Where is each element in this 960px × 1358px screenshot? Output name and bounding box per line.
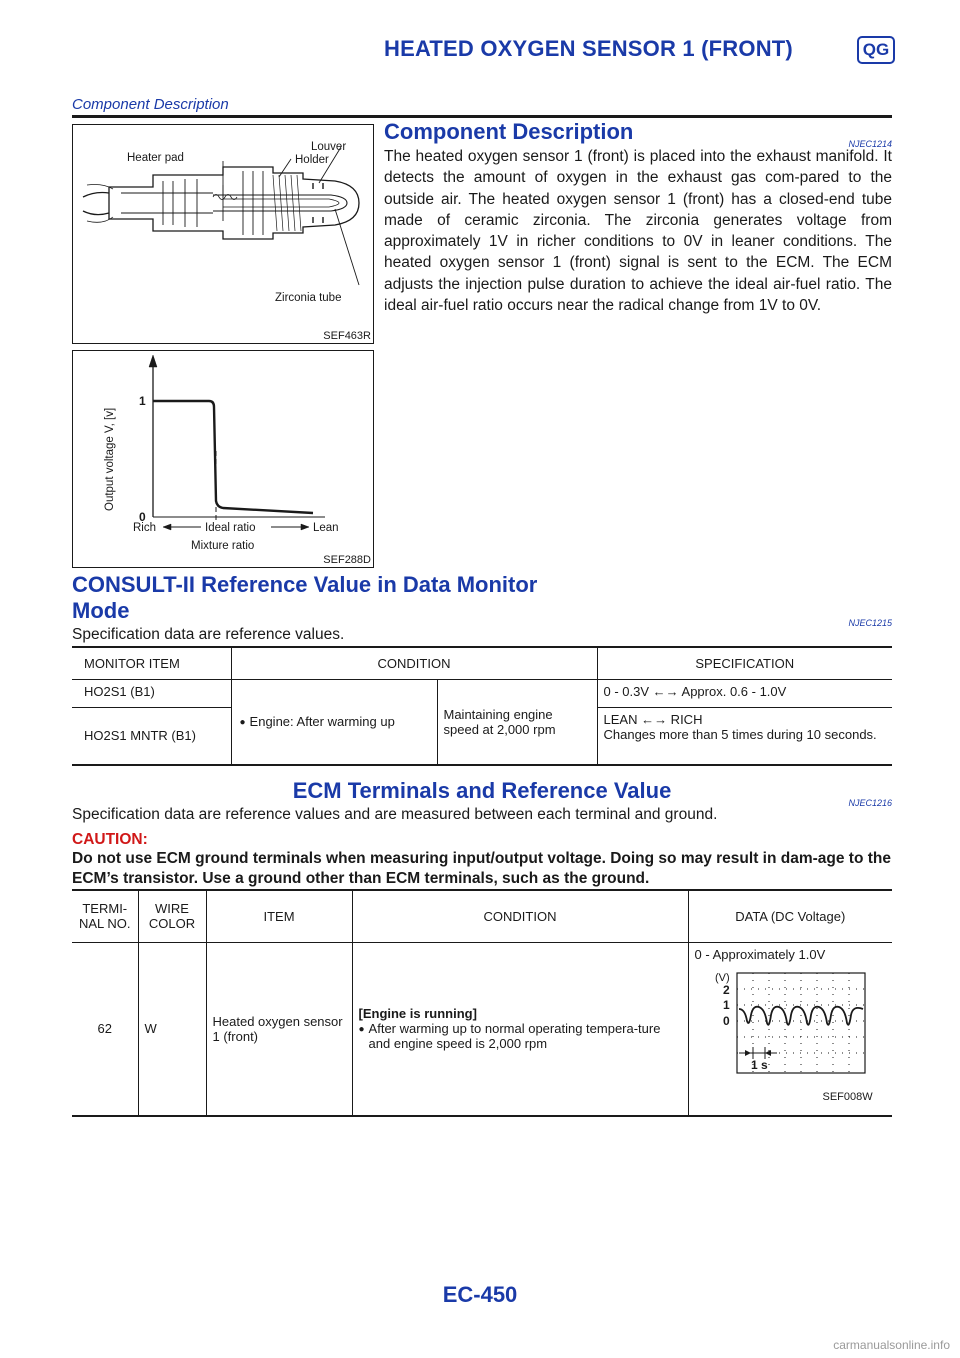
graph-tick-1: 1 [139,394,146,408]
consult-intro-text: Specification data are reference values. [72,626,345,643]
col-specification: SPECIFICATION [597,647,892,679]
caution-text: Do not use ECM ground terminals when measuring input/output voltage. Doing so may result in dam-age to the ECM’s transistor. Use a ground other than ECM terminals, such as the ground. [72,850,891,887]
ecm-terminal-table [72,889,892,1117]
label-louver: Louver [311,141,347,153]
label-zirconia-tube: Zirconia tube [275,292,342,304]
terminal-no-cell: 62 [97,1021,112,1037]
caution-label: CAUTION: [72,831,148,848]
header-rule [72,115,892,118]
component-description-text: The heated oxygen sensor 1 (front) is placed into the exhaust manifold. It detects the amount of oxygen in the exhaust gas com-pared to the outside air. The heated oxygen sensor 1 (front) has a closed-end tube made of ceramic zirconia. The zirconia generates voltage from approximately 1V in richer conditions to 0V in leaner conditions. The heated oxygen sensor 1 (front) signal is sent to the ECM. The ECM adjusts the injection pulse duration to achieve the ideal air-fuel ratio. The ideal air-fuel ratio occurs near the radical change from 1V to 0V. [384,148,892,315]
graph-label-lean: Lean [313,522,339,534]
waveform-illustration [699,967,869,1077]
page-header-title: HEATED OXYGEN SENSOR 1 (FRONT) [384,36,793,61]
col-wire-color: WIRE COLOR [138,890,206,942]
sensor-cross-section-illustration [73,125,373,343]
section-ref-code: NJEC1216 [848,798,892,808]
col-condition: CONDITION [352,890,688,942]
waveform-unit: (V) [714,971,730,984]
item-cell: Heated oxygen sensor 1 (front) [206,942,352,1116]
figure-id-sef288d: SEF288D [323,554,371,566]
spec-lean-rich: LEAN ←→ RICH [603,711,703,727]
condition-cell [352,942,688,1116]
graph-y-axis-label: Output voltage V, [v] [104,407,116,511]
col-terminal-no: TERMI-NAL NO. [78,901,131,932]
condition-engine-text: Engine: After warming up [249,714,395,730]
consult-reference-section [72,572,892,644]
section-heading-consult-line2: Mode [72,598,130,623]
page-number: EC-450 [442,1282,518,1307]
table-row [72,942,892,1116]
data-value: 0 - Approximately 1.0V [694,946,826,962]
engine-code-badge: QG [857,36,895,64]
section-ref-code: NJEC1214 [848,139,892,149]
graph-tick-0: 0 [139,510,146,524]
bullet-icon [240,714,250,729]
label-holder: Holder [295,154,329,166]
waveform-tick-1: 1 [722,997,730,1012]
bullet-icon [359,1021,369,1051]
col-condition: CONDITION [231,647,597,679]
section-heading-consult-line1: CONSULT-II Reference Value in Data Monitor [72,572,538,597]
graph-label-rich: Rich [133,522,157,534]
table-row [72,679,892,707]
col-monitor-item: MONITOR ITEM [84,655,180,671]
component-description-section [384,119,892,316]
section-heading-component-description: Component Description [384,119,634,144]
col-data: DATA (DC Voltage) [688,890,892,942]
section-ref-code: NJEC1215 [848,618,892,628]
figure-id-sef463r: SEF463R [323,330,371,342]
condition-detail-row [359,1021,682,1051]
data-cell [688,942,892,1116]
col-item: ITEM [206,890,352,942]
voltage-graph-figure [72,350,374,568]
ecm-terminals-section [72,778,892,889]
spec-ho2s1-mntr [597,707,892,765]
watermark: carmanualsonline.info [833,1338,950,1352]
ecm-intro-text: Specification data are reference values and are measured between each terminal and ground. [72,806,718,823]
graph-x-axis-label: Mixture ratio [191,540,255,552]
spec-ho2s1: 0 - 0.3V ←→ Approx. 0.6 - 1.0V [597,679,892,707]
output-voltage-graph [73,351,373,567]
condition-detail: After warming up to normal operating tempera-ture and engine speed is 2,000 rpm [368,1021,661,1052]
wire-color-cell: W [138,942,206,1116]
condition-speed-cell: Maintaining engine speed at 2,000 rpm [437,679,597,765]
waveform-tick-2: 2 [722,982,730,997]
consult-reference-table [72,646,892,766]
waveform-tick-0: 0 [722,1013,730,1028]
graph-label-ideal-ratio: Ideal ratio [205,522,256,534]
condition-head: [Engine is running] [358,1006,477,1022]
table-header-row [72,647,892,679]
monitor-item-ho2s1: HO2S1 (B1) [72,679,231,707]
section-heading-ecm-terminals: ECM Terminals and Reference Value [292,778,672,803]
figure-id-sef008w: SEF008W [822,1090,873,1103]
spec-changes: Changes more than 5 times during 10 seconds. [603,726,877,742]
monitor-item-ho2s1-mntr: HO2S1 MNTR (B1) [84,728,196,744]
label-heater-pad: Heater pad [127,152,184,164]
waveform-time-label: 1 s [750,1057,768,1072]
table-header-row [72,890,892,942]
page-header-subtitle: Component Description [72,96,229,113]
condition-engine-cell [231,679,437,765]
sensor-figure [72,124,374,344]
